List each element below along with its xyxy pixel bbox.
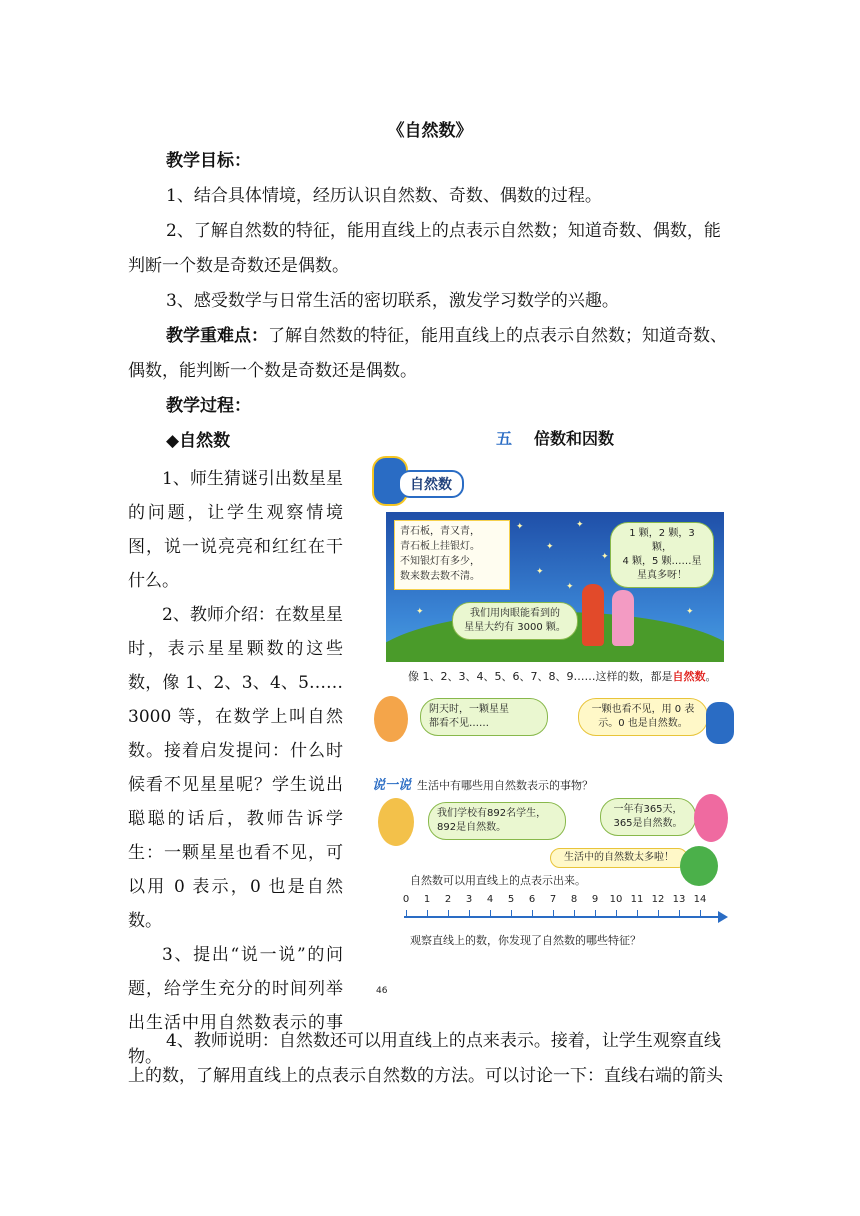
student-girl-figure — [378, 798, 414, 846]
number-label: 8 — [570, 894, 578, 905]
unit-header — [496, 426, 614, 449]
number-label: 5 — [507, 894, 515, 905]
textbook-page-number: 46 — [376, 986, 388, 996]
keypoints-line-1 — [166, 319, 727, 354]
number-label: 6 — [528, 894, 536, 905]
keypoints-label: 教学重难点： — [166, 326, 268, 346]
boy-figure — [582, 584, 604, 646]
number-label: 2 — [444, 894, 452, 905]
frog-figure — [680, 846, 718, 886]
number-label: 13 — [672, 894, 686, 905]
process-step-3: 3、提出“说一说”的问题，给学生充分的时间列举出生活中用自然数表示的事物。 — [128, 945, 343, 1067]
process-step-2: 2、教师介绍：在数星星时，表示星星颗数的这些数，像 1、2、3、4、5……3000 等，在数学上叫自然数。接着启发提问：什么时候看不见星星呢？学生说出聪聪的话后，教师告诉学生：一颗星星也看不见，可以用 0 表示，0 也是自然数。 — [128, 605, 343, 931]
natural-number-caption: 像 1、2、3、4、5、6、7、8、9……这样的数，都是自然数。 — [408, 670, 717, 683]
shuo-prompt: 说一说 生活中有哪些用自然数表示的事物？ — [372, 778, 594, 793]
number-label: 11 — [630, 894, 644, 905]
process-heading: 教学过程： — [166, 396, 251, 416]
number-label: 3 — [465, 894, 473, 905]
unit-title: 倍数和因数 — [534, 429, 615, 448]
number-label: 9 — [591, 894, 599, 905]
number-label: 0 — [402, 894, 410, 905]
school-speech-bubble: 我们学校有892名学生， 892是自然数。 — [428, 802, 566, 840]
girl-speech-bubble: 1 颗，2 颗，3 颗， 4 颗，5 颗……星 星真多呀！ — [610, 522, 714, 588]
objective-1: 1、结合具体情境，经历认识自然数、奇数、偶数的过程。 — [166, 186, 602, 206]
page-title: 《自然数》 — [387, 121, 473, 141]
process-step-4a: 4、教师说明：自然数还可以用直线上的点来表示。接着，让学生观察直线 — [166, 1031, 721, 1051]
section-tag: 自然数 — [398, 470, 464, 498]
number-label: 10 — [609, 894, 623, 905]
observe-question: 观察直线上的数，你发现了自然数的哪些特征？ — [410, 934, 641, 947]
cloudy-speech-bubble: 阴天时，一颗星星 都看不见…… — [420, 698, 548, 736]
number-label: 14 — [693, 894, 707, 905]
unit-number: 五 — [496, 429, 513, 448]
girl-figure — [612, 590, 634, 646]
many-speech-bubble: 生活中的自然数太多啦！ — [550, 848, 688, 868]
shuo-label: 说一说 — [372, 778, 412, 793]
objective-2a: 2、了解自然数的特征，能用直线上的点表示自然数；知道奇数、偶数，能 — [166, 221, 721, 241]
blue-mouse-figure — [706, 702, 734, 744]
objective-3: 3、感受数学与日常生活的密切联系，激发学习数学的兴趣。 — [166, 291, 619, 311]
number-line-caption: 自然数可以用直线上的点表示出来。 — [410, 874, 586, 887]
objectives-heading: 教学目标： — [166, 151, 251, 171]
arrow-right-icon — [718, 911, 728, 923]
boy-congcong-figure — [374, 696, 408, 742]
number-label: 12 — [651, 894, 665, 905]
zero-speech-bubble: 一颗也看不见，用 0 表 示。0 也是自然数。 — [578, 698, 708, 736]
number-line-axis — [404, 916, 720, 918]
section-heading: ◆自然数 — [166, 431, 231, 451]
keypoints-line-2: 偶数，能判断一个数是奇数还是偶数。 — [128, 361, 417, 381]
year-speech-bubble: 一年有365天， 365是自然数。 — [600, 798, 696, 836]
process-step-1: 1、师生猜谜引出数星星的问题，让学生观察情境图，说一说亮亮和红红在干什么。 — [128, 469, 343, 591]
textbook-page — [368, 420, 740, 1010]
objective-2b: 判断一个数是奇数还是偶数。 — [128, 256, 349, 276]
narrow-column — [128, 462, 343, 1074]
starry-night-scene: ✦ ✦ ✦ ✦ ✦ ✦ ✦ ✦ 青石板，青又青， 青石板上挂银灯。 不知银灯有多少， 数来数去数不清。 1 颗，2 颗，3 颗， 4 颗，5 颗……星 星真多呀！ 我们用肉眼能看到的 星星大约有 3000 颗。 — [386, 512, 724, 662]
keypoints-text-a: 了解自然数的特征，能用直线上的点表示自然数；知道奇数、 — [268, 326, 727, 346]
natural-number-term: 自然数 — [672, 670, 706, 683]
number-label: 7 — [549, 894, 557, 905]
number-line-labels — [404, 894, 728, 908]
boy-speech-bubble: 我们用肉眼能看到的 星星大约有 3000 颗。 — [452, 602, 578, 640]
process-step-4b: 上的数，了解用直线上的点表示自然数的方法。可以讨论一下：直线右端的箭头 — [128, 1066, 723, 1086]
number-label: 4 — [486, 894, 494, 905]
riddle-poem: 青石板，青又青， 青石板上挂银灯。 不知银灯有多少， 数来数去数不清。 — [394, 520, 510, 590]
number-line — [404, 894, 728, 930]
red-bow-girl-figure — [694, 794, 728, 842]
number-label: 1 — [423, 894, 431, 905]
